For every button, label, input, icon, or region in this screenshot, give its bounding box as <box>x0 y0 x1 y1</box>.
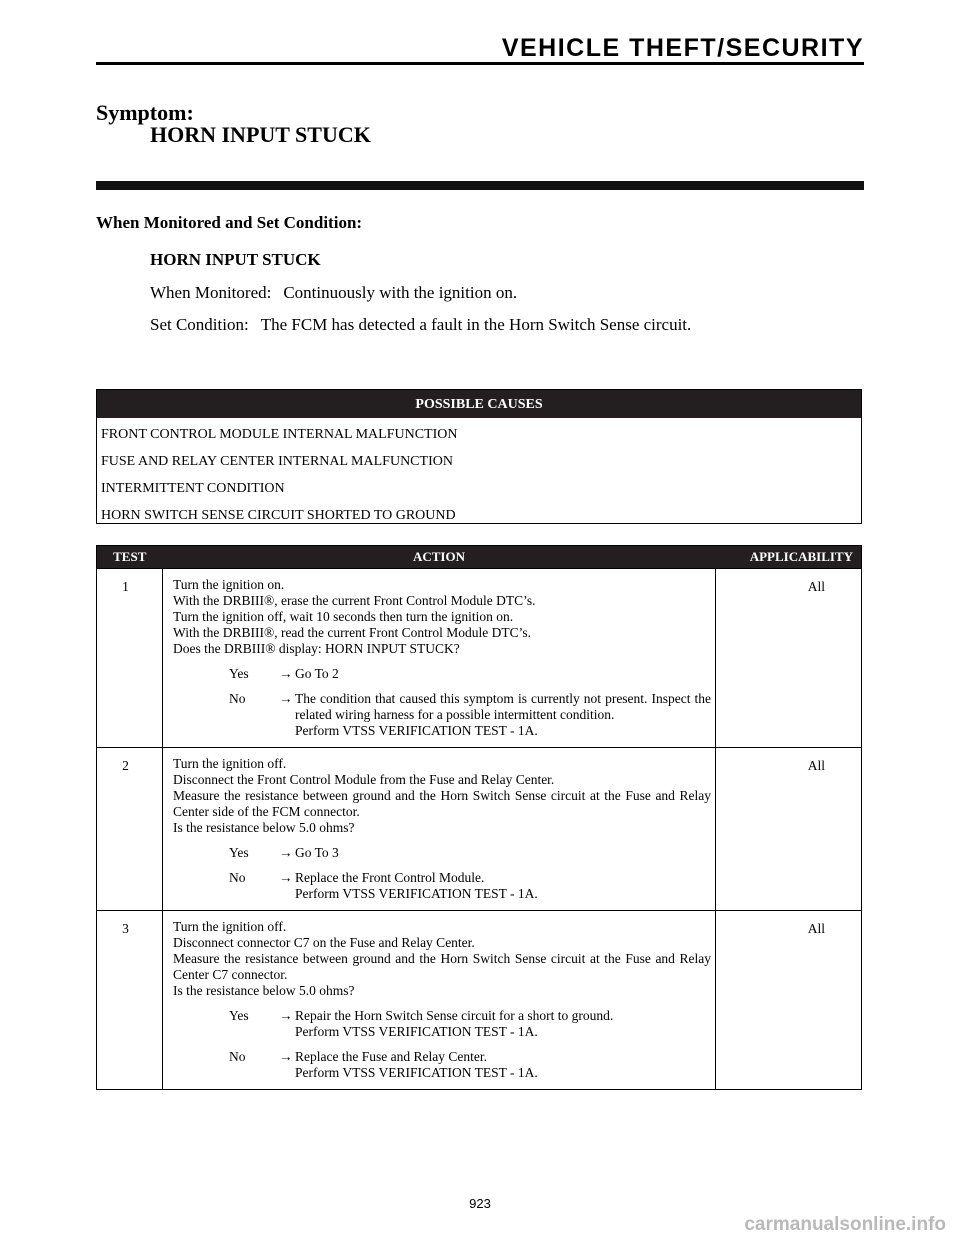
when-monitored-label: When Monitored: <box>150 283 272 302</box>
arrow-icon: → <box>279 691 293 706</box>
yes-branch <box>173 845 715 861</box>
set-condition-text: The FCM has detected a fault in the Horn Switch Sense circuit. <box>260 315 692 334</box>
no-branch <box>173 691 715 739</box>
yes-branch <box>173 666 715 682</box>
step-line: Measure the resistance between ground and the Horn Switch Sense circuit at the Fuse and Relay Center C7 connector. <box>173 951 711 982</box>
test-number: 3 <box>97 911 163 1090</box>
when-monitored-heading: When Monitored and Set Condition: <box>96 213 363 232</box>
step-line: Does the DRBIII® display: HORN INPUT STUCK? <box>173 641 460 656</box>
test-number: 2 <box>97 748 163 911</box>
cause-item: INTERMITTENT CONDITION <box>101 481 285 496</box>
no-text-2: Perform VTSS VERIFICATION TEST - 1A. <box>295 723 538 738</box>
header-test: TEST <box>97 546 163 569</box>
dtc-name: HORN INPUT STUCK <box>150 250 321 269</box>
yes-text: Go To 3 <box>295 845 339 860</box>
no-text: Replace the Fuse and Relay Center. <box>295 1049 487 1064</box>
set-condition-label: Set Condition: <box>150 315 249 334</box>
test-action <box>163 911 716 1090</box>
section-divider <box>96 181 864 190</box>
when-monitored-line <box>150 283 517 303</box>
test-action <box>163 748 716 911</box>
no-text: Replace the Front Control Module. <box>295 870 485 885</box>
step-line: Turn the ignition off. <box>173 756 287 771</box>
header-action: ACTION <box>163 546 716 569</box>
yes-text: Repair the Horn Switch Sense circuit for a short to ground. <box>295 1008 614 1023</box>
step-line: Turn the ignition off, wait 10 seconds then turn the ignition on. <box>173 609 514 624</box>
yes-label: Yes <box>229 845 249 860</box>
yes-text-2: Perform VTSS VERIFICATION TEST - 1A. <box>295 1024 538 1039</box>
no-label: No <box>229 870 246 885</box>
symptom-name: HORN INPUT STUCK <box>150 122 371 147</box>
cause-item: HORN SWITCH SENSE CIRCUIT SHORTED TO GROUND <box>101 508 456 523</box>
test-applicability: All <box>716 911 862 1090</box>
step-line: Turn the ignition off. <box>173 919 287 934</box>
step-line: Disconnect the Front Control Module from the Fuse and Relay Center. <box>173 772 555 787</box>
symptom-label: Symptom: <box>96 100 194 125</box>
yes-label: Yes <box>229 666 249 681</box>
arrow-icon: → <box>279 870 293 885</box>
step-line: With the DRBIII®, erase the current Front Control Module DTC’s. <box>173 593 536 608</box>
test-row-2 <box>97 748 862 911</box>
arrow-icon: → <box>279 666 293 681</box>
when-monitored-text: Continuously with the ignition on. <box>283 283 518 302</box>
test-applicability: All <box>716 569 862 748</box>
test-number: 1 <box>97 569 163 748</box>
test-table-header-row <box>97 546 862 569</box>
test-applicability: All <box>716 748 862 911</box>
arrow-icon: → <box>279 1049 293 1064</box>
step-line: Is the resistance below 5.0 ohms? <box>173 820 355 835</box>
possible-causes-box <box>96 389 862 524</box>
step-line: With the DRBIII®, read the current Front Control Module DTC’s. <box>173 625 532 640</box>
test-row-1 <box>97 569 862 748</box>
test-action <box>163 569 716 748</box>
step-line: Disconnect connector C7 on the Fuse and Relay Center. <box>173 935 475 950</box>
test-table <box>96 545 862 1090</box>
header-rule <box>96 62 864 65</box>
no-text-2: Perform VTSS VERIFICATION TEST - 1A. <box>295 886 538 901</box>
step-line: Turn the ignition on. <box>173 577 285 592</box>
section-title: VEHICLE THEFT/SECURITY <box>501 34 864 62</box>
watermark: carmanualsonline.info <box>744 1214 946 1235</box>
yes-label: Yes <box>229 1008 249 1023</box>
arrow-icon: → <box>279 845 293 860</box>
header-applicability: APPLICABILITY <box>716 546 862 569</box>
cause-item: FUSE AND RELAY CENTER INTERNAL MALFUNCTION <box>101 454 453 469</box>
possible-causes-header: POSSIBLE CAUSES <box>97 390 861 418</box>
page-number: 923 <box>469 1196 491 1211</box>
no-branch <box>173 1049 715 1081</box>
no-label: No <box>229 691 246 706</box>
no-branch <box>173 870 715 902</box>
no-label: No <box>229 1049 246 1064</box>
yes-branch <box>173 1008 715 1040</box>
step-line: Is the resistance below 5.0 ohms? <box>173 983 355 998</box>
no-text-2: Perform VTSS VERIFICATION TEST - 1A. <box>295 1065 538 1080</box>
step-line: Measure the resistance between ground and the Horn Switch Sense circuit at the Fuse and Relay Center side of the FCM connector. <box>173 788 711 819</box>
arrow-icon: → <box>279 1008 293 1023</box>
yes-text: Go To 2 <box>295 666 339 681</box>
cause-item: FRONT CONTROL MODULE INTERNAL MALFUNCTION <box>101 427 458 442</box>
set-condition-line <box>150 315 691 335</box>
test-row-3 <box>97 911 862 1090</box>
no-text: The condition that caused this symptom is currently not present. Inspect the related wiring harness for a possible intermittent condition. <box>295 691 711 722</box>
